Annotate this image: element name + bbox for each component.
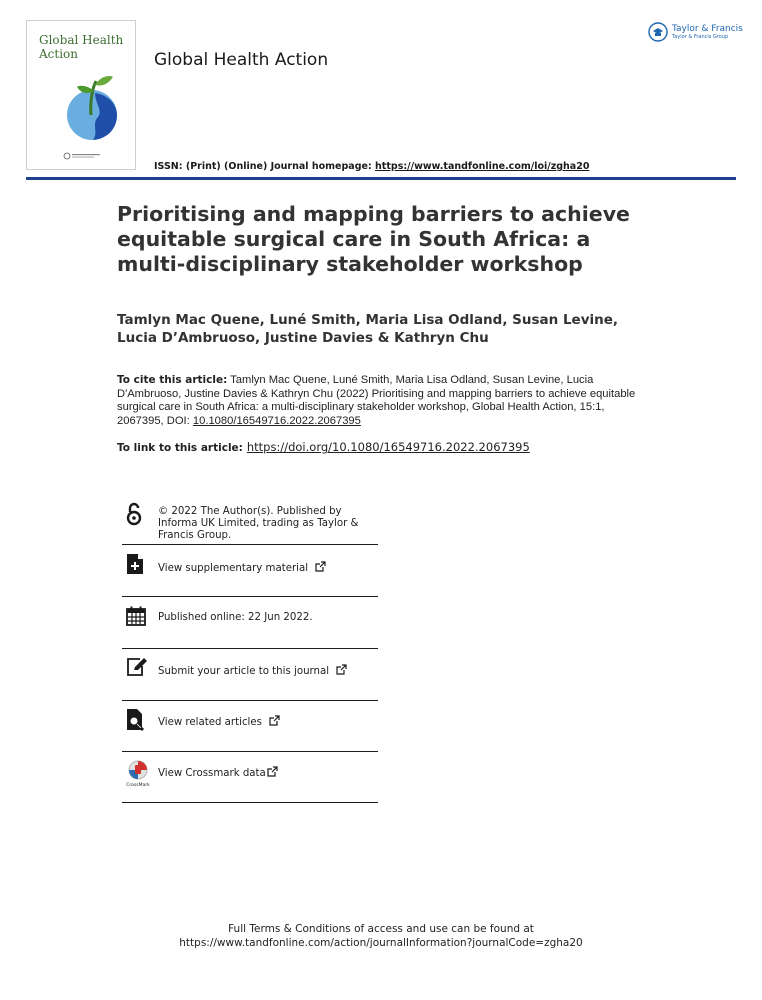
submit-label: Submit your article to this journal [158, 666, 330, 677]
header-rule [26, 177, 736, 180]
published-row [122, 597, 378, 648]
supplementary-file-icon [126, 553, 144, 575]
open-access-lock-icon [126, 502, 142, 526]
crossmark-badge-icon [128, 760, 148, 780]
publisher-name: Taylor & Francis [672, 24, 743, 34]
journal-homepage-link[interactable]: https://www.tandfonline.com/loi/zgha20 [375, 161, 590, 172]
publisher-group: Taylor & Francis Group [672, 34, 729, 40]
submit-text [158, 664, 380, 678]
supplementary-row[interactable] [122, 545, 378, 596]
journal-cover [26, 20, 136, 170]
license-text: © 2022 The Author(s). Published by Informa UK Limited, trading as Taylor & Francis Group. [158, 506, 359, 541]
external-link-icon [269, 715, 280, 726]
external-link-icon [267, 766, 278, 777]
crossmark-logo-text: CrossMark [126, 783, 150, 788]
supplementary-text [158, 561, 380, 575]
related-row[interactable] [122, 701, 378, 751]
article-link-label: To link to this article: [117, 442, 243, 454]
crossmark-row[interactable] [122, 752, 378, 802]
external-link-icon [315, 561, 326, 572]
citation-label: To cite this article: [117, 374, 228, 386]
related-label: View related articles [158, 717, 262, 728]
article-authors: Tamlyn Mac Quene, Luné Smith, Maria Lisa Odland, Susan Levine, Lucia D’Ambruoso, Justine Davies & Kathryn Chu [117, 312, 619, 346]
crossmark-label: View Crossmark data [158, 768, 266, 779]
citation-text: Tamlyn Mac Quene, Luné Smith, Maria Lisa Odland, Susan Levine, Lucia D'Ambruoso, Justine Davies & Kathryn Chu (2022) Prioritising and mapping barriers to achieve equitable surgical care in South Africa: a multi-disciplinary stakeholder workshop, Global Health Action, 15:1, 2067395, DOI: [117, 374, 636, 428]
search-document-icon [126, 708, 146, 732]
footer [0, 922, 762, 950]
citation-doi-link[interactable]: 10.1080/16549716.2022.2067395 [192, 415, 361, 428]
crossmark-text [158, 766, 380, 780]
article-link [117, 440, 530, 454]
related-text [158, 715, 380, 729]
crossmark-icon [124, 760, 152, 788]
submit-row[interactable] [122, 649, 378, 700]
edit-icon [126, 657, 148, 677]
globe-sprout-icon [65, 71, 121, 143]
row-divider [122, 802, 378, 803]
published-text: Published online: 22 Jun 2022. [158, 612, 313, 623]
footer-terms-text: Full Terms & Conditions of access and use can be found at [228, 923, 534, 935]
supplementary-label: View supplementary material [158, 563, 309, 574]
issn-line [154, 161, 589, 172]
cover-publisher-logo [63, 152, 103, 160]
issn-text: ISSN: (Print) (Online) Journal homepage: [154, 161, 376, 172]
footer-terms-url[interactable]: https://www.tandfonline.com/action/journalInformation?journalCode=zgha20 [179, 937, 583, 949]
external-link-icon [336, 664, 347, 675]
citation [117, 374, 637, 429]
publisher-logo[interactable] [648, 22, 743, 42]
journal-name: Global Health Action [154, 50, 329, 70]
article-doi-url[interactable]: https://doi.org/10.1080/16549716.2022.2067395 [246, 440, 530, 454]
cover-title: Global Health Action [39, 33, 124, 61]
calendar-icon [126, 606, 146, 626]
license-row [122, 500, 378, 544]
publisher-logo-icon [648, 22, 668, 42]
article-title: Prioritising and mapping barriers to achieve equitable surgical care in South Africa: a multi-disciplinary stakeholder workshop [117, 202, 630, 276]
